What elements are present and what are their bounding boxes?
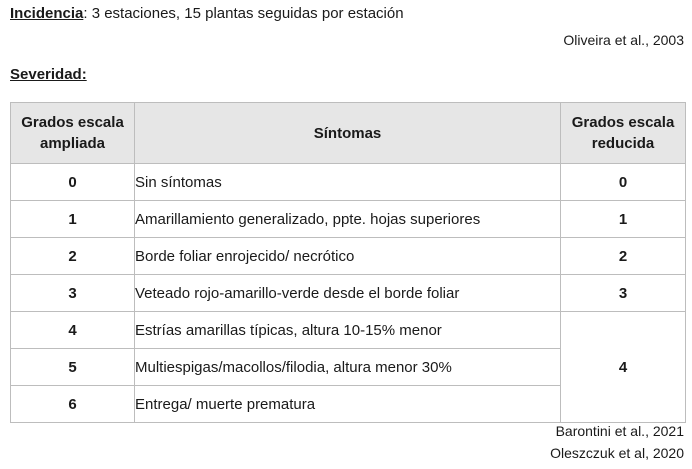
table-row bbox=[11, 238, 686, 275]
incidencia-line bbox=[10, 5, 404, 22]
table-row bbox=[11, 312, 686, 349]
grado-ampliada-cell: 0 bbox=[11, 164, 135, 201]
sintoma-cell: Borde foliar enrojecido/ necrótico bbox=[135, 238, 561, 275]
grado-ampliada-cell: 5 bbox=[11, 349, 135, 386]
incidencia-text: : 3 estaciones, 15 plantas seguidas por estación bbox=[83, 5, 404, 22]
grado-ampliada-cell: 4 bbox=[11, 312, 135, 349]
grado-ampliada-cell: 1 bbox=[11, 201, 135, 238]
table-header-row bbox=[11, 103, 686, 164]
header-sintomas: Síntomas bbox=[135, 103, 561, 164]
grado-ampliada-cell: 6 bbox=[11, 386, 135, 423]
sintoma-cell: Veteado rojo-amarillo-verde desde el borde foliar bbox=[135, 275, 561, 312]
table-row bbox=[11, 201, 686, 238]
sintoma-cell: Entrega/ muerte prematura bbox=[135, 386, 561, 423]
grado-reducida-cell: 0 bbox=[561, 164, 686, 201]
sintoma-cell: Estrías amarillas típicas, altura 10-15% menor bbox=[135, 312, 561, 349]
severidad-heading: Severidad: bbox=[10, 66, 87, 83]
sintoma-cell: Amarillamiento generalizado, ppte. hojas superiores bbox=[135, 201, 561, 238]
header-grados-ampliada bbox=[11, 103, 135, 164]
sintoma-cell: Sin síntomas bbox=[135, 164, 561, 201]
grado-ampliada-cell: 3 bbox=[11, 275, 135, 312]
header-amp-line1: Grados escala bbox=[21, 114, 124, 131]
grado-reducida-cell: 2 bbox=[561, 238, 686, 275]
header-amp-line2: ampliada bbox=[39, 135, 106, 152]
header-grados-reducida bbox=[561, 103, 686, 164]
citation-bottom-1: Barontini et al., 2021 bbox=[555, 423, 684, 439]
grado-reducida-cell: 3 bbox=[561, 275, 686, 312]
table-row bbox=[11, 275, 686, 312]
sintoma-cell: Multiespigas/macollos/filodia, altura menor 30% bbox=[135, 349, 561, 386]
citation-bottom-2: Oleszczuk et al, 2020 bbox=[550, 445, 684, 461]
header-red-line1: Grados escala bbox=[571, 114, 675, 131]
table-row bbox=[11, 164, 686, 201]
header-red-line2: reducida bbox=[591, 135, 655, 152]
grado-reducida-cell: 1 bbox=[561, 201, 686, 238]
severity-table bbox=[10, 102, 686, 423]
citation-top: Oliveira et al., 2003 bbox=[563, 32, 684, 48]
grado-reducida-merged-cell: 4 bbox=[561, 312, 686, 423]
incidencia-label: Incidencia bbox=[10, 5, 84, 22]
grado-ampliada-cell: 2 bbox=[11, 238, 135, 275]
